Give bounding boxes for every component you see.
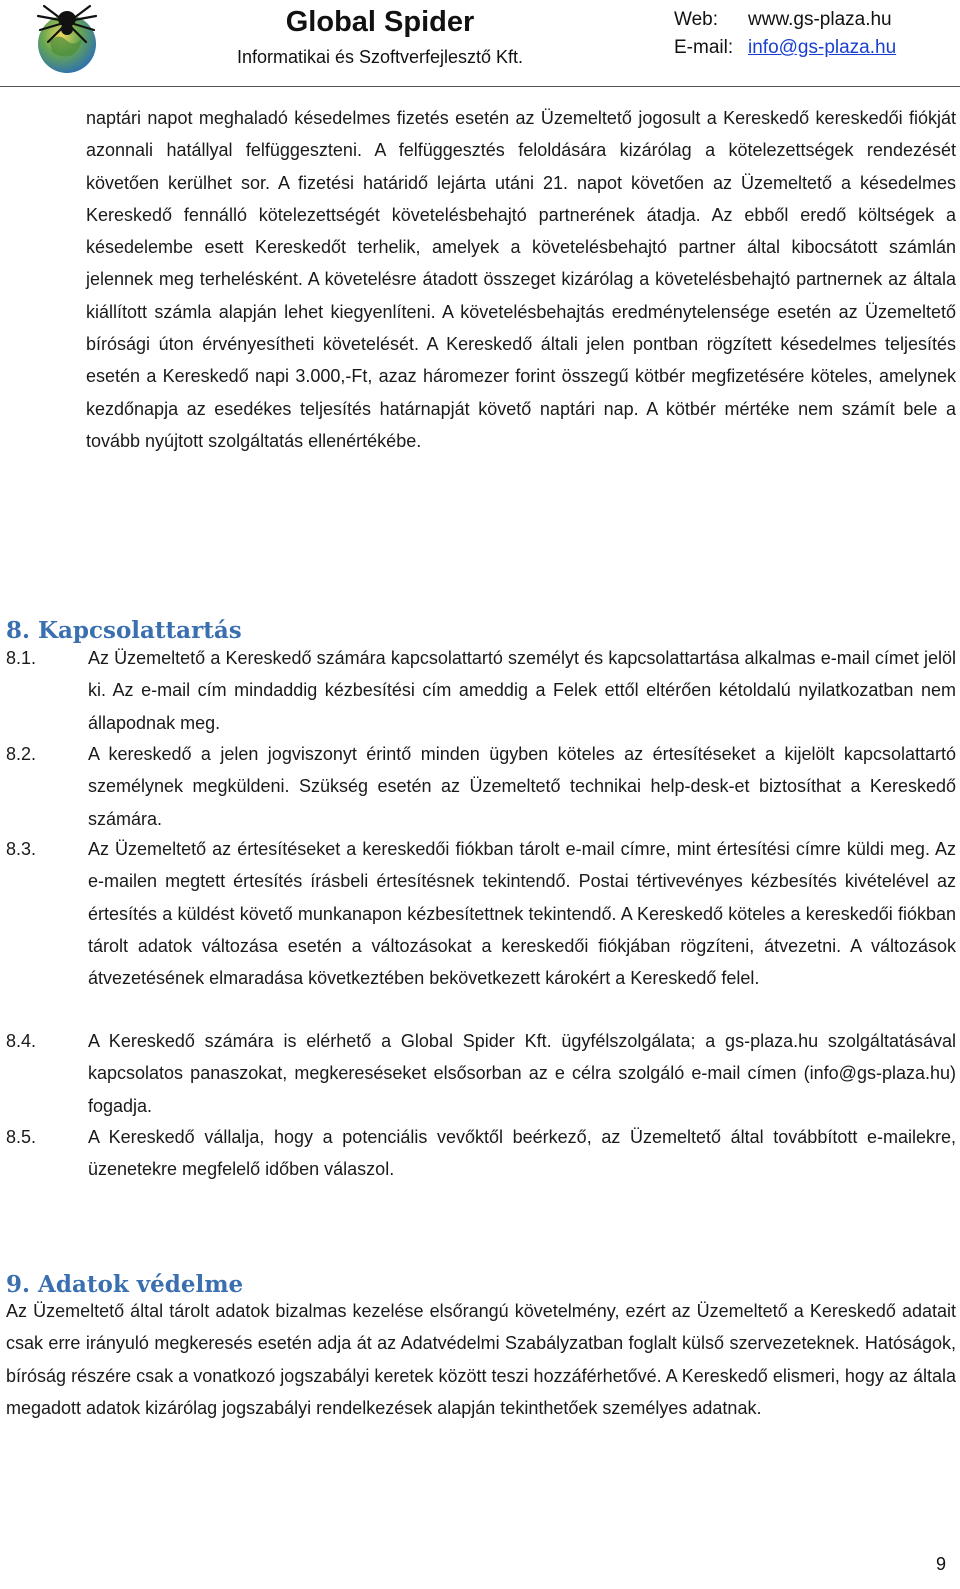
section-9-paragraph: Az Üzemeltető által tárolt adatok bizalmas kezelése elsőrangú követelmény, ezért az Üzemeltető a Kereskedő adatait csak erre irányuló megkeresés esetén adja át az Adatvédelmi Szabályzatban foglalt külső szervezeteknek. Hatóságok, bíróság részére csak a vonatkozó jogszabályi keretek között teszi hozzáférhetővé. A Kereskedő elismeri, hogy az általa megadott adatok kizárólag jogszabályi rendelkezések alapján tekinthetőek személyes adatnak.	[6, 1301, 956, 1418]
email-label: E-mail:	[674, 37, 734, 58]
item-number: 8.3.	[6, 839, 37, 859]
page-header	[0, 0, 960, 88]
item-text: A Kereskedő vállalja, hogy a potenciális vevőktől beérkező, az Üzemeltető által továbbított e-mailekre, üzenetekre megfelelő időben válaszol.	[88, 1127, 956, 1180]
item-text: A kereskedő a jelen jogviszonyt érintő minden ügyben köteles az értesítéseket a kijelölt kapcsolattartó személynek megküldeni. Szükség esetén az Üzemeltető technikai help-desk-et biztosíthat a Kereskedő számára.	[88, 744, 956, 829]
item-number: 8.1.	[6, 648, 37, 668]
continuation-paragraph: naptári napot meghaladó késedelmes fizetés esetén az Üzemeltető jogosult a Kereskedő kereskedői fiókját azonnali hatállyal felfüggeszteni. A felfüggesztés feloldására kizárólag a kötelezettségek rendezését követően kerülhet sor. A fizetési határidő lejárta utáni 21. napot követően az Üzemeltető a késedelmes Kereskedő fennálló kötelezettségét követelésbehajtó partnerének átadja. Az ebből eredő költségek a késedelembe esett Kereskedőt terhelik, amelyek a követelésbehajtó partner által kibocsátott számlán jelennek meg terhelésként. A követelésre átadott összeget kizárólag a követelésbehajtó partnernek az általa kiállított számla alapján lehet kiegyenlíteni. A követelésbehajtás eredménytelensége esetén az Üzemeltető bírósági úton érvényesítheti követelését. A Kereskedő általi jelen pontban rögzített késedelmes teljesítés esetén a Kereskedő napi 3.000,-Ft, azaz háromezer forint összegű kötbér megfizetésére köteles, amelynek kezdőnapja az esedékes teljesítés határnapját követő naptári nap. A kötbér mértéke nem számít bele a tovább nyújtott szolgáltatás ellenértékébe.	[86, 108, 956, 451]
email-link[interactable]: info@gs-plaza.hu	[748, 37, 897, 58]
contact-block	[674, 6, 896, 62]
item-text: Az Üzemeltető a Kereskedő számára kapcsolattartó személyt és kapcsolattartása alkalmas e-mail címet jelöl ki. Az e-mail cím mindaddig kézbesítési cím ameddig a Felek ettől eltérően kétoldalú nyilatkozatban nem állapodnak meg.	[88, 648, 956, 733]
web-label: Web:	[674, 9, 719, 30]
item-number: 8.2.	[6, 744, 37, 764]
item-text: Az Üzemeltető az értesítéseket a kereskedői fiókban tárolt e-mail címre, mint értesítési címre küldi meg. Az e-mailen megtett értesítés írásbeli értesítésnek tekintendő. Postai tértivevényes kézbesítés kivételével az értesítés a küldést követő munkanapon kézbesítettnek tekintendő. A Kereskedő köteles a kereskedői fiókban tárolt adatok változása esetén a változásokat a kereskedői fiókjában rögzíteni, átvezetni. A változások átvezetésének elmaradása következtében bekövetkezett károkért a Kereskedő felel.	[88, 839, 956, 989]
section-8-heading: 8. Kapcsolattartás	[6, 617, 242, 644]
web-row	[674, 6, 896, 34]
web-value: www.gs-plaza.hu	[748, 9, 892, 30]
item-text: A Kereskedő számára is elérhető a Global Spider Kft. ügyfélszolgálata; a gs-plaza.hu szolgáltatásával kapcsolatos panaszokat, megkereséseket elsősorban az e célra szolgáló e-mail címen (info@gs-plaza.hu) fogadja.	[88, 1031, 956, 1116]
item-number: 8.4.	[6, 1031, 37, 1051]
spider-globe-logo-icon	[30, 2, 104, 76]
header-divider	[0, 86, 960, 87]
company-subtitle: Informatikai és Szoftverfejlesztő Kft.	[236, 47, 524, 67]
item-number: 8.5.	[6, 1127, 37, 1147]
page-number: 9	[935, 1554, 946, 1574]
email-row	[674, 34, 896, 62]
section-9-heading: 9. Adatok védelme	[6, 1271, 244, 1298]
company-block	[200, 4, 560, 70]
company-name: Global Spider	[285, 6, 475, 38]
